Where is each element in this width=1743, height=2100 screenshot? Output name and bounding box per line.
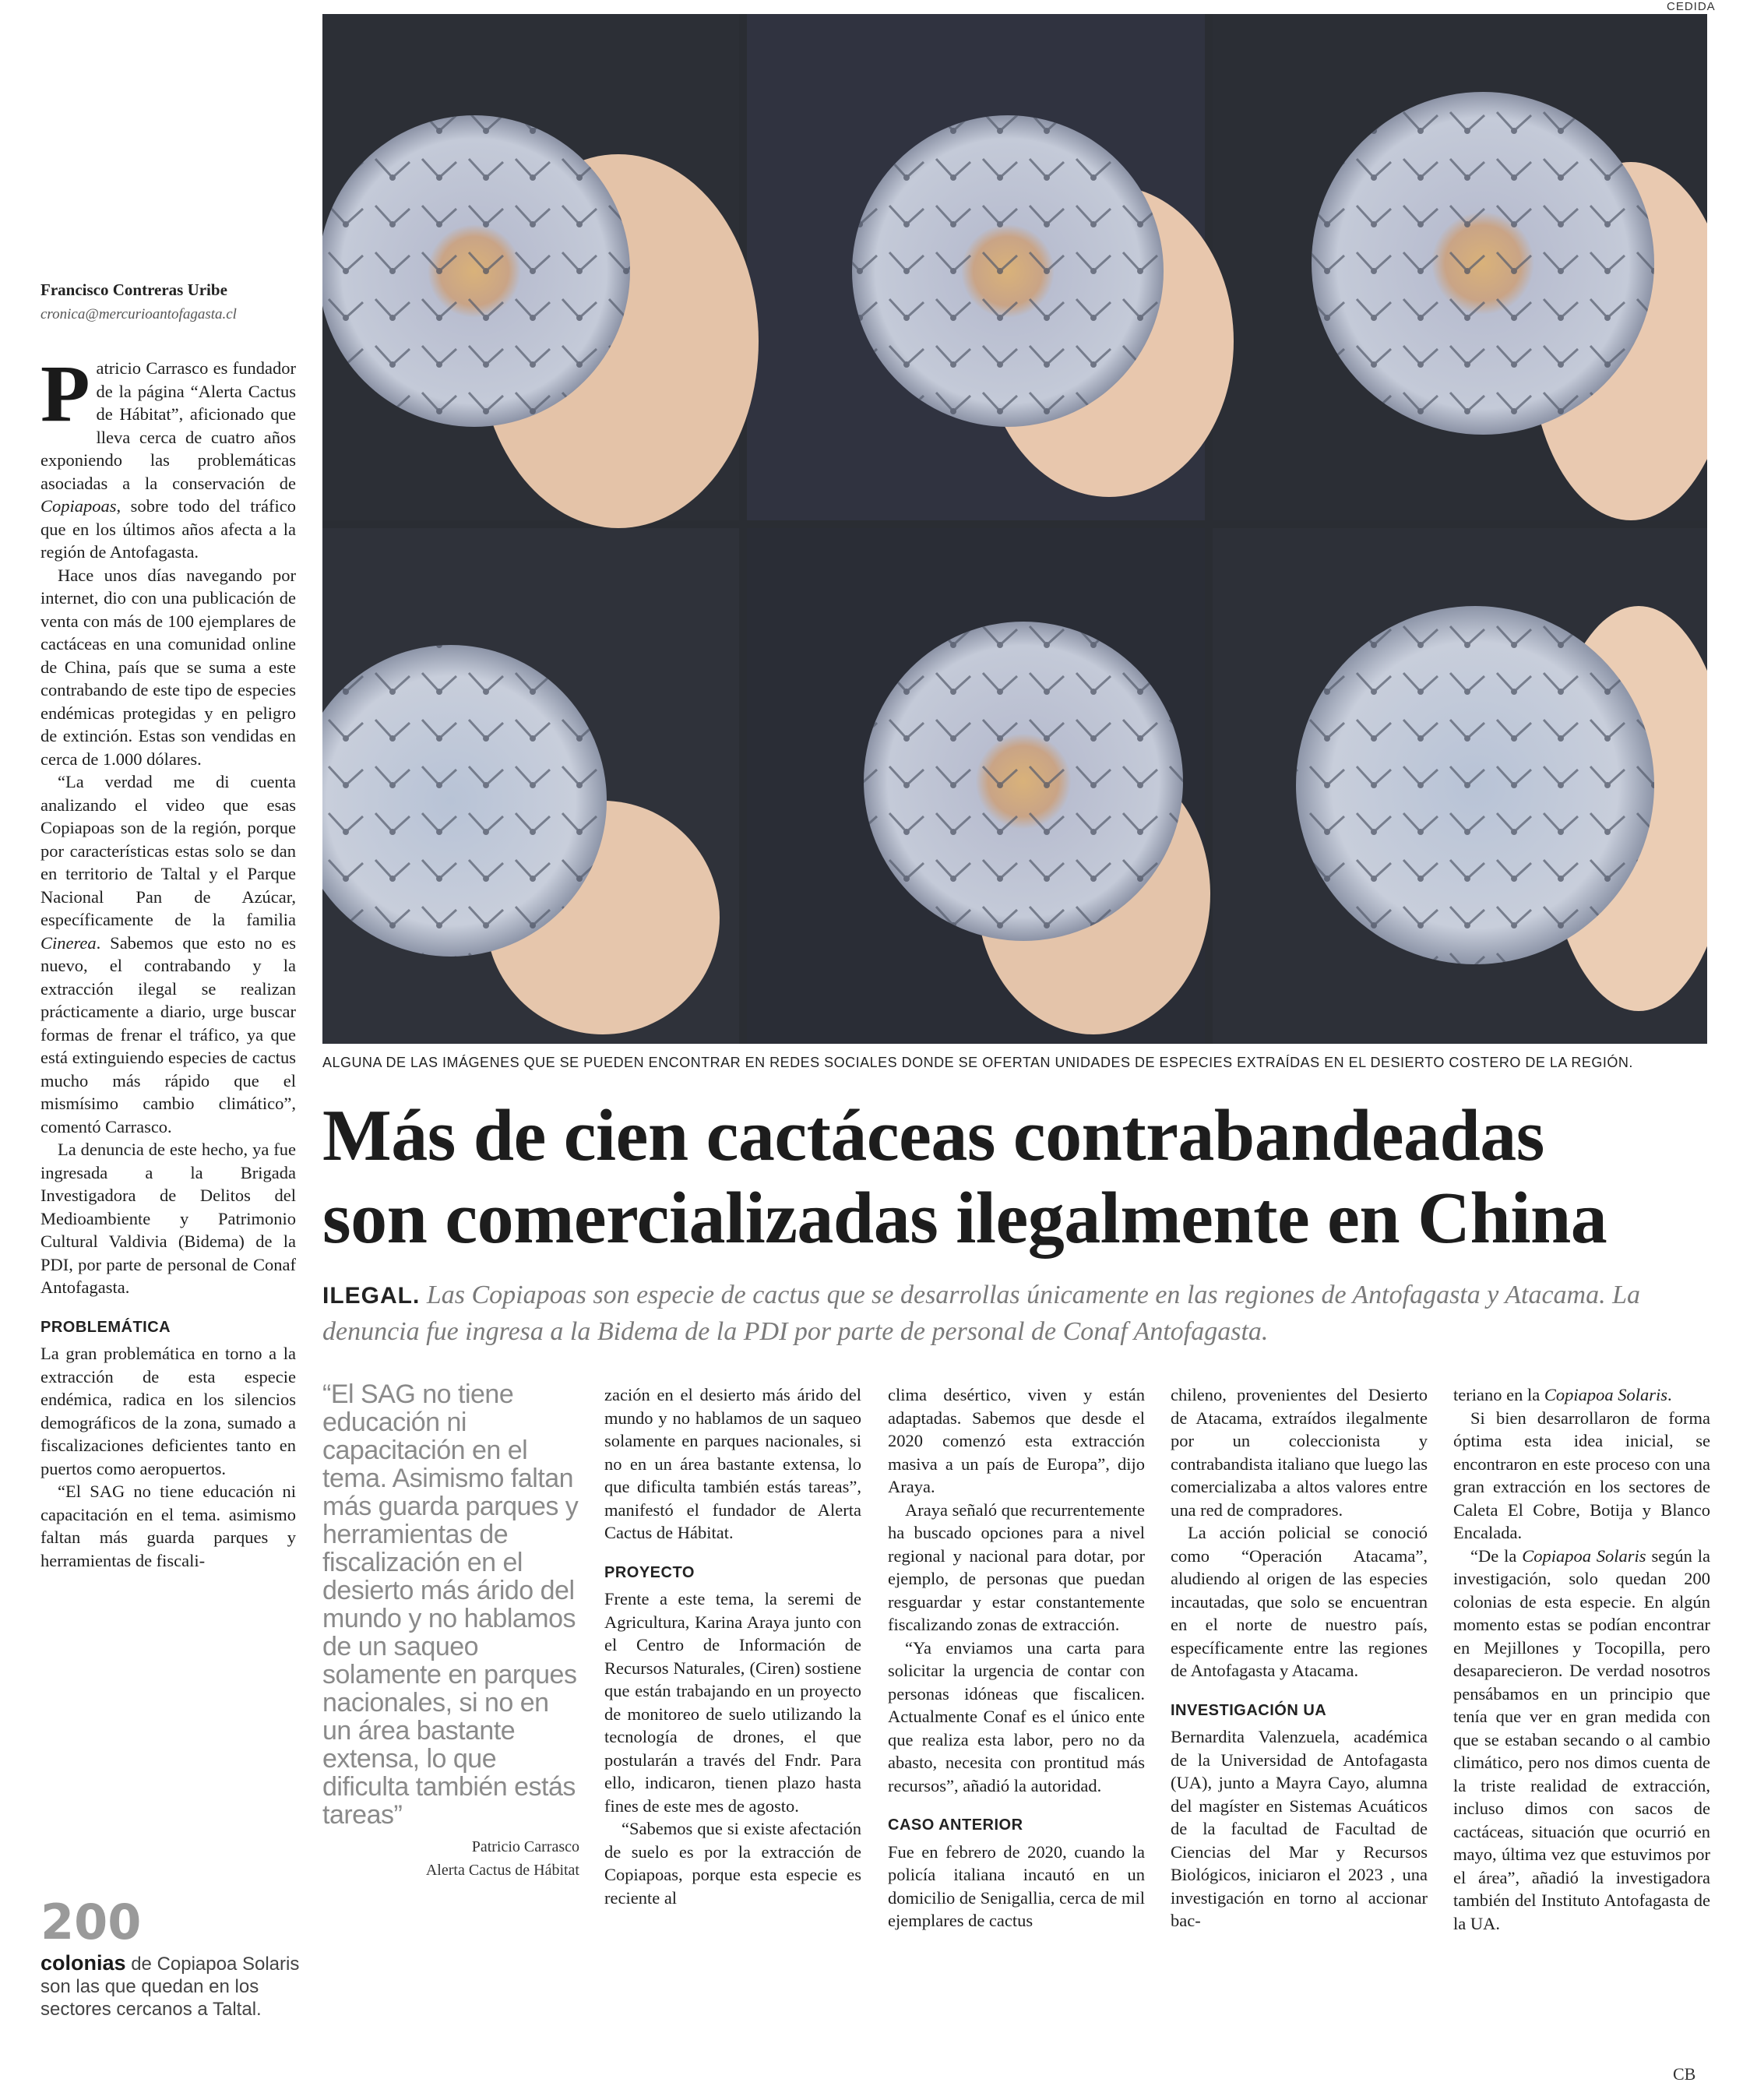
lead-tag: ILEGAL. [322, 1283, 421, 1309]
article-column-4 [1171, 1383, 1428, 1933]
article-column-5 [1453, 1383, 1710, 1935]
text-run: atricio Carrasco es fundador de la página “Alerta Cactus de Hábitat”, aficionado que lleva cerca de cuatro años exponiendo las problemáticas asociadas a la conservación de [40, 358, 296, 493]
subheading-proyecto: PROYECTO [604, 1563, 695, 1581]
paragraph [1453, 1545, 1710, 1936]
stat-text [40, 1952, 305, 2021]
paragraph: Bernardita Valenzuela, académica de la Universidad de Antofagasta (UA), junto a Mayra Cayo, alumna del magíster en Sistemas Acuáticos de la facultad de Facultad de Ciencias del Mar y Recursos Biológicos, iniciaron el 2023 , una investigación en torno al accionar bac- [1171, 1727, 1428, 1930]
paragraph: Frente a este tema, la seremi de Agricultura, Karina Araya junto con el Centro de Información de Recursos Naturales, (Ciren) sostiene que están trabajando en un proyecto de monitoreo de suelo utilizando la tecnología de drones, el que postularán a través del Fndr. Para ello, indicaron, tienen plazo hasta fines de este mes de agosto. [604, 1589, 861, 1816]
paragraph: “El SAG no tiene educación ni capacitación en el tema. asimismo faltan más guarda parques y herramientas de fiscali- [40, 1482, 296, 1570]
text-run: . Sabemos que esto no es nuevo, el contrabando y la extracción ilegal se realizan prácticamente a diario, urge buscar formas de frenar el tráfico, ya que está extinguiendo especies de cactus mucho más rápido que el mismísimo cambio climático”, comentó Carrasco. [40, 932, 296, 1136]
paragraph: “Sabemos que si existe afectación de suelo es por la extracción de Copiapoas, porque esta especie es reciente al [604, 1819, 861, 1908]
end-mark: CB [1673, 2064, 1696, 2084]
text-run: según la investigación, solo quedan 200 colonias de esta especie. En algún momento estas se podían encontrar en Mejillones y Tocopilla, pero desaparecieron. De verdad nosotros pensábamos en un principio que tenía que ver en gran medida con que se estaban secando o al cambio climático, pero nos dimos cuenta de la triste realidad de extracción, incluso dimos con sacos de cactáceas, situación que ocurrió en mayo, última vez que estuvimos por el área”, añadió la investigadora también del Instituto Antofagasta de la UA. [1453, 1545, 1711, 1933]
lead-text: Las Copiapoas son especie de cactus que se desarrollas únicamente en las regiones de Antofagasta y Atacama. La denuncia fue ingresa a la Bidema de la PDI por parte de personal de Conaf Antofagasta. [322, 1281, 1640, 1346]
text-run: . [1667, 1385, 1672, 1404]
stat-description: de Copiapoa Solaris son las que quedan en los sectores cercanos a Taltal. [40, 1954, 300, 2020]
text-emphasis: Cinerea [40, 932, 97, 953]
photo-credit: CEDIDA [1667, 0, 1716, 13]
byline [40, 280, 298, 323]
photo-caption: ALGUNA DE LAS IMÁGENES QUE SE PUEDEN ENCONTRAR EN REDES SOCIALES DONDE SE OFERTAN UNIDADES DE ESPECIES EXTRAÍDAS EN EL DESIERTO COSTERO DE LA REGIÓN. [322, 1055, 1633, 1070]
author-email[interactable]: cronica@mercurioantofagasta.cl [40, 306, 237, 322]
paragraph: “Ya enviamos una carta para solicitar la urgencia de contar con personas idóneas que fiscalicen. Actualmente Conaf es el único ente que realiza esta labor, pero no da abasto, necesita con prontitud más recursos”, añadió la autoridad. [888, 1637, 1145, 1795]
paragraph [40, 349, 296, 564]
drop-cap: P [40, 349, 90, 439]
subheading-caso-anterior: CASO ANTERIOR [888, 1816, 1023, 1834]
text-emphasis: Copiapoas [40, 496, 117, 516]
headline-line-1: Más de cien cactáceas contrabandeadas [322, 1095, 1544, 1176]
article-column-1 [40, 349, 296, 1572]
cactus-photo-grid [322, 14, 1707, 1044]
headline [322, 1094, 1717, 1260]
paragraph: Si bien desarrollaron de forma óptima esta idea inicial, se encontraron en este proceso con una gran extracción en los sectores de Caleta El Cobre, Botija y Blanco Encalada. [1453, 1408, 1710, 1542]
paragraph: chileno, provenientes del Desierto de Atacama, extraídos ilegalmente por un coleccionista y contrabandista italiano que luego las comercializaba a altos valores entre una red de compradores. [1171, 1385, 1428, 1520]
paragraph: Hace unos días navegando por internet, dio con una publicación de venta con más de 100 ejemplares de cactáceas en una comunidad online de China, país que se suma a este contrabando de este tipo de especies endémicas protegidas y en peligro de extinción. Estas son vendidas en cerca de 1.000 dólares. [40, 565, 296, 769]
text-run: , sobre todo del tráfico que en los últimos años afecta a la región de Antofagasta. [40, 496, 296, 562]
text-run: “De la [1470, 1545, 1517, 1566]
author-name: Francisco Contreras Uribe [40, 280, 227, 299]
headline-line-2: son comercializadas ilegalmente en China [322, 1178, 1607, 1259]
paragraph: La gran problemática en torno a la extracción de esta especie endémica, radica en los silencios demográficos de la zona, sumado a fiscalizaciones deficientes tanto en puertos como aeropuertos. [40, 1344, 296, 1478]
pull-quote: “El SAG no tiene educación ni capacitación en el tema. Asimismo faltan más guarda parques y herramientas de fiscalización en el desierto más árido del mundo y no hablamos de un saqueo solamente en parques nacionales, si no en un área bastante extensa, lo que dificulta también estás tareas” [322, 1379, 579, 1830]
text-run: teriano en la [1453, 1385, 1541, 1404]
subheading-investigacion-ua: INVESTIGACIÓN UA [1171, 1701, 1327, 1719]
pull-quote-attribution [322, 1835, 579, 1882]
stat-label: colonias [40, 1951, 126, 1975]
lead-paragraph [322, 1277, 1717, 1350]
paragraph: Araya señaló que recurrentemente ha buscado opciones para a nivel regional y nacional para dotar, por ejemplo, de personas que puedan resguardar y estar constantemente fiscalizando zonas de extracción. [888, 1499, 1145, 1634]
text-run: “La verdad me di cuenta analizando el video que esas Copiapoas son de la región, porque por características estas solo se dan en territorio de Taltal y el Parque Nacional Pan de Azúcar, específicamente de la familia [40, 772, 296, 929]
subheading-problematica: PROBLEMÁTICA [40, 1318, 171, 1336]
text-emphasis: Copiapoa Solaris [1522, 1545, 1646, 1566]
quote-role: Alerta Cactus de Hábitat [425, 1862, 579, 1879]
article-column-2 [604, 1383, 861, 1909]
paragraph: zación en el desierto más árido del mundo y no hablamos de un saqueo solamente en parques nacionales, si no en un área bastante extensa, lo que dificulta también estás tareas”, manifestó el fundador de Alerta Cactus de Hábitat. [604, 1385, 861, 1542]
stat-box [40, 1894, 305, 2021]
quote-author: Patricio Carrasco [471, 1838, 579, 1855]
paragraph: clima desértico, viven y están adaptadas. Sabemos que desde el 2020 comenzó esta extracción masiva a un país de Europa”, dijo Araya. [888, 1385, 1145, 1496]
paragraph: La denuncia de este hecho, ya fue ingresada a la Brigada Investigadora de Delitos del Medioambiente y Patrimonio Cultural Valdivia (Bidema) de la PDI, por parte de personal de Conaf Antofagasta. [40, 1140, 296, 1297]
paragraph: La acción policial se conoció como “Operación Atacama”, aludiendo al origen de las especies incautadas, que solo se encuentran en el norte de nuestro país, específicamente entre las regiones de Antofagasta y Atacama. [1171, 1523, 1428, 1680]
paragraph [40, 770, 296, 1138]
article-column-3 [888, 1383, 1145, 1933]
text-emphasis: Copiapoa Solaris [1544, 1385, 1667, 1404]
paragraph: Fue en febrero de 2020, cuando la policía italiana incautó en un domicilio de Senigallia, cerca de mil ejemplares de cactus [888, 1841, 1145, 1930]
stat-number: 200 [40, 1894, 142, 1950]
paragraph [1453, 1383, 1710, 1407]
